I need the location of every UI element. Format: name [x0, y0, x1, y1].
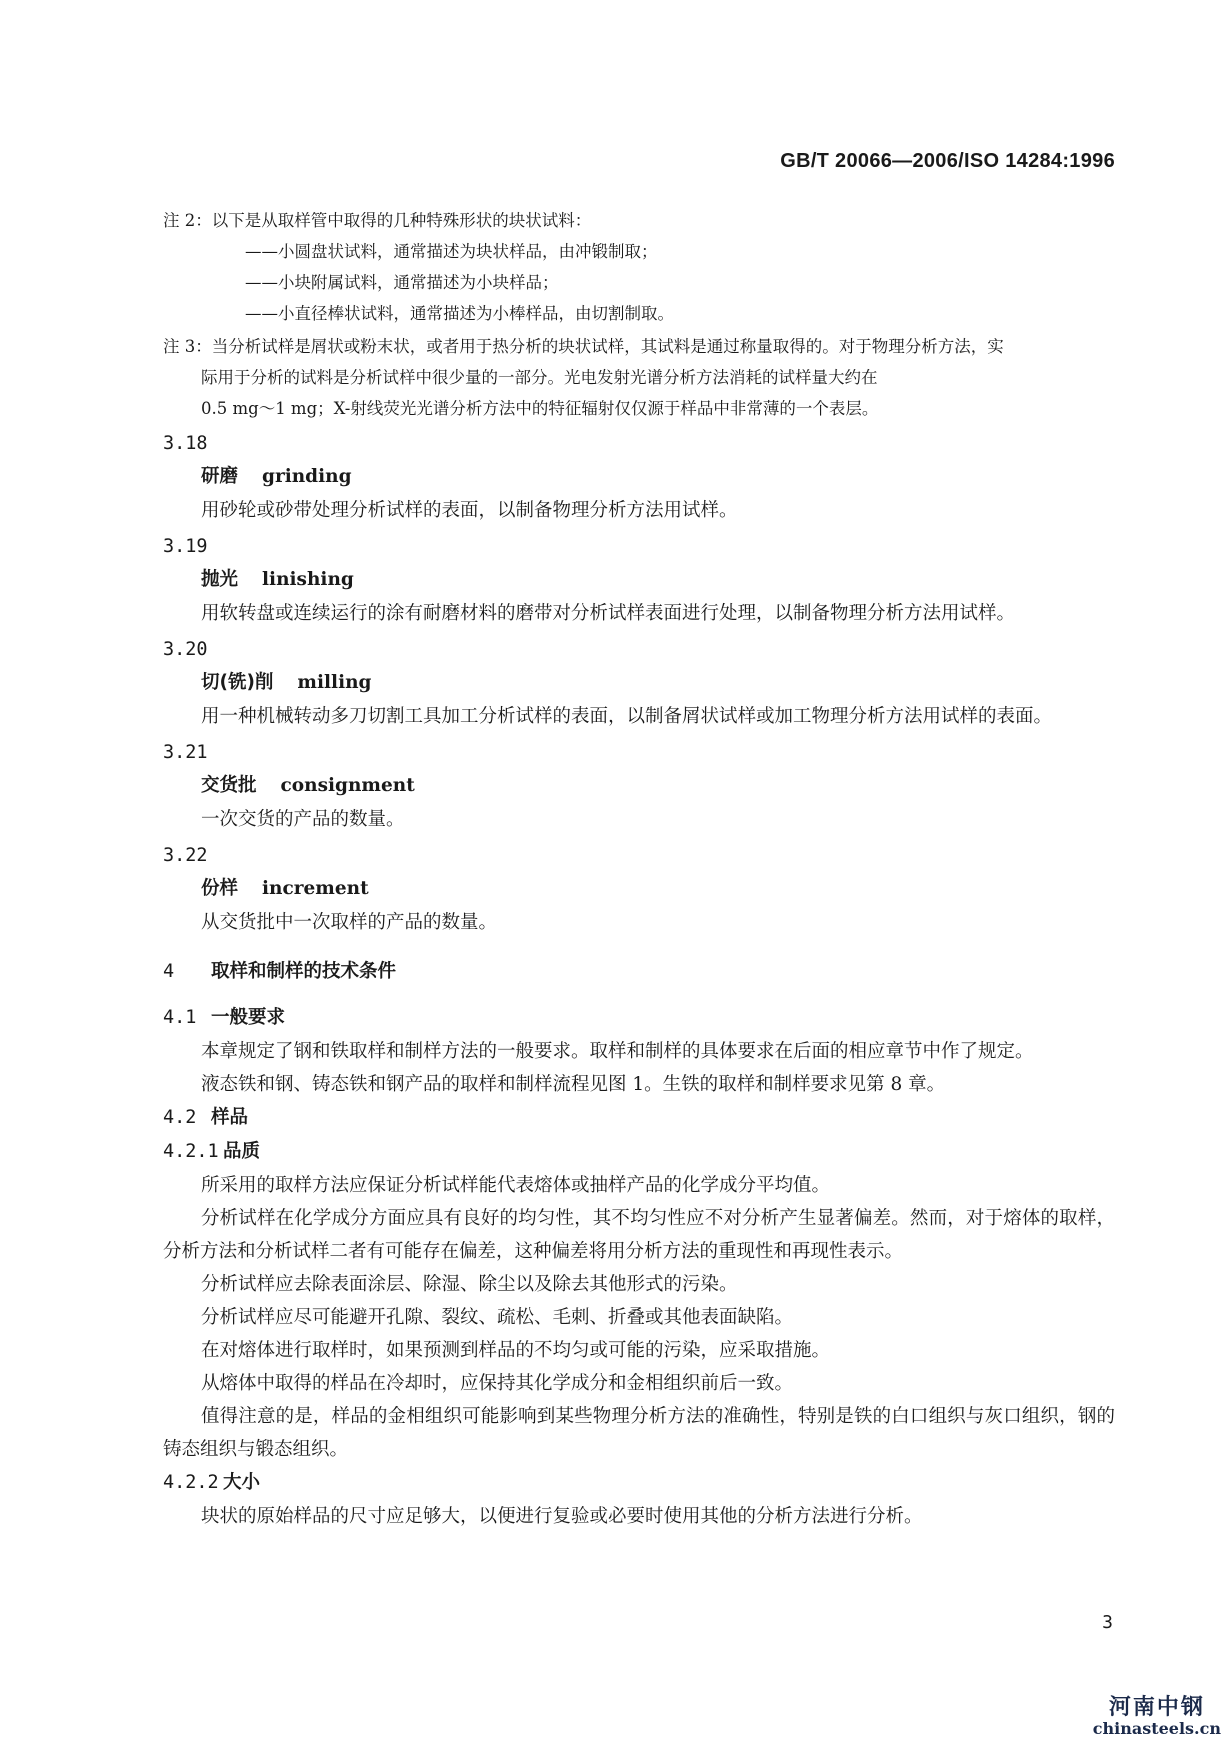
body-paragraph: 液态铁和钢、铸态铁和钢产品的取样和制样流程见图 1。生铁的取样和制样要求见第 8 章。	[201, 1074, 946, 1095]
term-heading	[163, 872, 1115, 906]
note-label: 注 3：	[163, 337, 212, 356]
clause-number: 3.22	[163, 845, 208, 866]
note-3	[163, 331, 1115, 424]
body-paragraph: 块状的原始样品的尺寸应足够大，以便进行复验或必要时使用其他的分析方法进行分析。	[201, 1506, 923, 1527]
section-heading	[163, 955, 1115, 989]
note-2	[163, 205, 1115, 236]
page-body	[163, 205, 1115, 1533]
term-zh: 切(铣)削	[201, 672, 274, 693]
term-zh: 份样	[201, 878, 239, 899]
term-heading	[163, 666, 1115, 700]
body-paragraph: 从熔体中取得的样品在冷却时，应保持其化学成分和金相组织前后一致。	[201, 1373, 794, 1394]
term-zh: 交货批	[201, 775, 257, 796]
term-heading	[163, 563, 1115, 597]
section-title: 一般要求	[211, 1007, 286, 1028]
note-text: 际用于分析的试料是分析试样中很少量的一部分。光电发射光谱分析方法消耗的试样量大约在	[201, 368, 878, 387]
body-paragraph: 值得注意的是，样品的金相组织可能影响到某些物理分析方法的准确性，特别是铁的白口组织与灰口组织，钢的铸态组织与锻态组织。	[163, 1406, 1115, 1460]
term-zh: 研磨	[201, 466, 239, 487]
section-title: 样品	[211, 1107, 249, 1128]
term-definition: 用砂轮或砂带处理分析试样的表面，以制备物理分析方法用试样。	[201, 500, 738, 521]
section-number: 4.2.2	[163, 1472, 219, 1493]
watermark-logo	[1093, 1690, 1221, 1738]
body-paragraph: 在对熔体进行取样时，如果预测到样品的不均匀或可能的污染，应采取措施。	[201, 1340, 831, 1361]
subsection-heading	[163, 1001, 1115, 1035]
body-paragraph: 分析试样应去除表面涂层、除湿、除尘以及除去其他形式的污染。	[201, 1274, 738, 1295]
note-2-item: ——小圆盘状试料，通常描述为块状样品，由冲锻制取；	[245, 242, 658, 261]
section-title: 大小	[223, 1472, 261, 1493]
term-en: linishing	[262, 569, 354, 590]
section-title: 品质	[223, 1141, 261, 1162]
section-title: 取样和制样的技术条件	[211, 961, 397, 982]
clause-number: 3.21	[163, 742, 208, 763]
subsection-heading	[163, 1135, 1115, 1169]
note-text: 0.5 mg～1 mg；X-射线荧光光谱分析方法中的特征辐射仅仅源于样品中非常薄的一个表层。	[201, 399, 879, 418]
term-en: milling	[297, 672, 372, 693]
page-number: 3	[1102, 1612, 1113, 1633]
term-definition: 一次交货的产品的数量。	[201, 809, 405, 830]
watermark-url: chinasteels.cn	[1092, 1719, 1221, 1738]
term-en: consignment	[280, 775, 415, 796]
section-number: 4.2.1	[163, 1141, 219, 1162]
standard-number-header: GB/T 20066—2006/ISO 14284:1996	[780, 150, 1115, 172]
term-en: grinding	[262, 466, 352, 487]
clause-number: 3.19	[163, 536, 208, 557]
term-definition: 用一种机械转动多刀切割工具加工分析试样的表面，以制备屑状试样或加工物理分析方法用试样的表面。	[201, 706, 1053, 727]
term-definition: 用软转盘或连续运行的涂有耐磨材料的磨带对分析试样表面进行处理，以制备物理分析方法用试样。	[201, 603, 1016, 624]
clause-number: 3.18	[163, 433, 208, 454]
note-text: 以下是从取样管中取得的几种特殊形状的块状试料：	[211, 211, 592, 230]
body-paragraph: 分析试样应尽可能避开孔隙、裂纹、疏松、毛刺、折叠或其他表面缺陷。	[201, 1307, 794, 1328]
section-number: 4.1	[163, 1007, 197, 1028]
term-heading	[163, 460, 1115, 494]
term-definition: 从交货批中一次取样的产品的数量。	[201, 912, 498, 933]
section-number: 4.2	[163, 1107, 197, 1128]
term-zh: 抛光	[201, 569, 239, 590]
section-number: 4	[163, 961, 175, 982]
term-heading	[163, 769, 1115, 803]
note-2-item: ——小块附属试料，通常描述为小块样品；	[245, 273, 559, 292]
watermark-text: 河南中钢	[1108, 1695, 1205, 1720]
note-label: 注 2：	[163, 211, 212, 230]
note-text: 当分析试样是屑状或粉末状，或者用于热分析的块状试样，其试料是通过称量取得的。对于物理分析方法，实	[211, 337, 1004, 356]
clause-number: 3.20	[163, 639, 208, 660]
subsection-heading	[163, 1466, 1115, 1500]
body-paragraph: 所采用的取样方法应保证分析试样能代表熔体或抽样产品的化学成分平均值。	[201, 1175, 831, 1196]
body-paragraph: 分析试样在化学成分方面应具有良好的均匀性，其不均匀性应不对分析产生显著偏差。然而，对于熔体的取样，分析方法和分析试样二者有可能存在偏差，这种偏差将用分析方法的重现性和再现性表示。	[163, 1208, 1115, 1262]
subsection-heading	[163, 1101, 1115, 1135]
note-2-item: ——小直径棒状试料，通常描述为小棒样品，由切割制取。	[245, 304, 674, 323]
term-en: increment	[262, 878, 369, 899]
body-paragraph: 本章规定了钢和铁取样和制样方法的一般要求。取样和制样的具体要求在后面的相应章节中作了规定。	[201, 1041, 1034, 1062]
